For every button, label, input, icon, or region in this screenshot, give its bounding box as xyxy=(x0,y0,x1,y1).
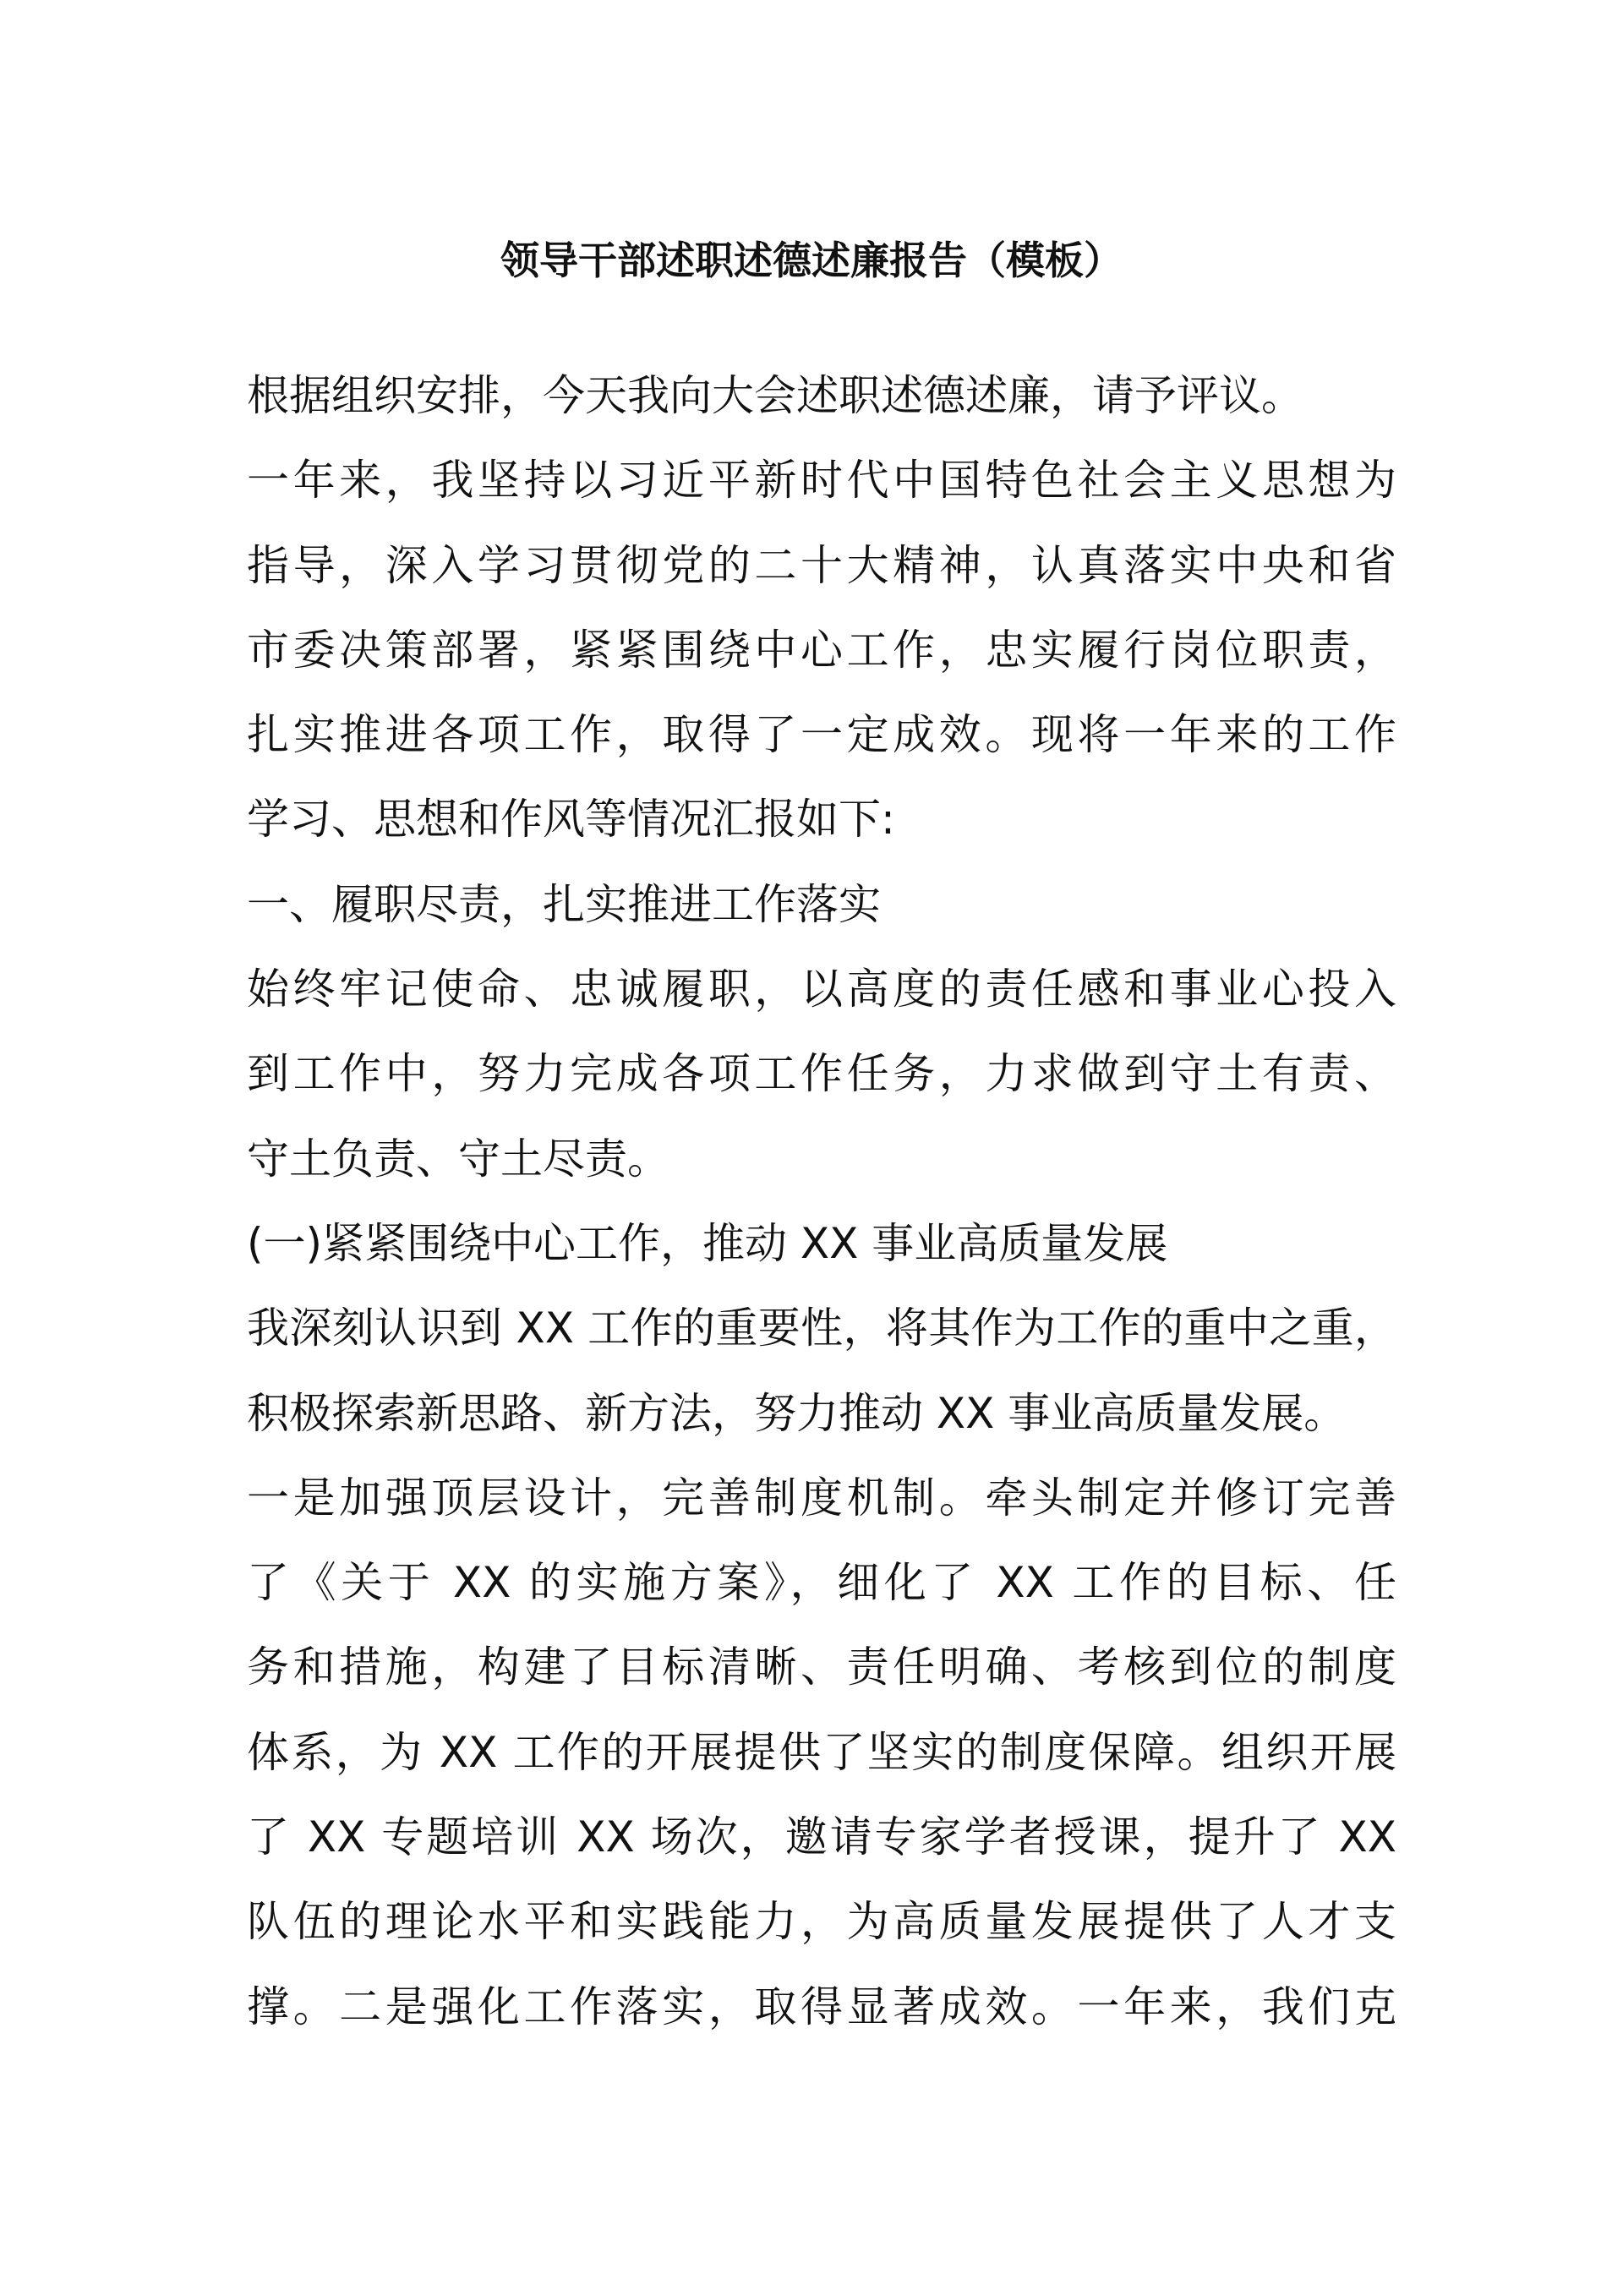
section-heading: 一、履职尽责，扎实推进工作落实 xyxy=(247,879,881,929)
paragraph-line: 积极探索新思路、新方法，努力推动 XX 事业高质量发展。 xyxy=(247,1388,1347,1438)
paragraph-line: 守土负责、守土尽责。 xyxy=(247,1134,669,1184)
paragraph-line: 我深刻认识到 XX 工作的重要性，将其作为工作的重中之重， xyxy=(247,1304,1396,1353)
document-title: 领导干部述职述德述廉报告（模板） xyxy=(500,238,1123,283)
paragraph-line: 撑。二是强化工作落实，取得显著成效。一年来，我们克 xyxy=(247,1982,1396,2031)
subsection-heading: (一)紧紧围绕中心工作，推动 XX 事业高质量发展 xyxy=(247,1218,1168,1268)
paragraph-line: 了《关于 XX 的实施方案》，细化了 XX 工作的目标、任 xyxy=(247,1558,1396,1608)
document-body xyxy=(247,353,1396,2049)
paragraph-line: 指导，深入学习贯彻党的二十大精神，认真落实中央和省 xyxy=(247,540,1396,590)
paragraph-line: 到工作中，努力完成各项工作任务，力求做到守土有责、 xyxy=(247,1049,1396,1099)
paragraph-line: 了 XX 专题培训 XX 场次，邀请专家学者授课，提升了 XX xyxy=(247,1812,1396,1862)
paragraph-line: 市委决策部署，紧紧围绕中心工作，忠实履行岗位职责， xyxy=(247,625,1396,675)
paragraph-line: 一是加强顶层设计，完善制度机制。牵头制定并修订完善 xyxy=(247,1473,1396,1522)
paragraph-line: 队伍的理论水平和实践能力，为高质量发展提供了人才支 xyxy=(247,1897,1396,1947)
paragraph-line: 始终牢记使命、忠诚履职，以高度的责任感和事业心投入 xyxy=(247,965,1396,1014)
paragraph-line: 扎实推进各项工作，取得了一定成效。现将一年来的工作 xyxy=(247,710,1396,760)
paragraph-line: 务和措施，构建了目标清晰、责任明确、考核到位的制度 xyxy=(247,1643,1396,1692)
paragraph-line: 学习、思想和作风等情况汇报如下: xyxy=(247,795,895,845)
paragraph-line: 体系，为 XX 工作的开展提供了坚实的制度保障。组织开展 xyxy=(247,1727,1396,1777)
paragraph-line: 一年来，我坚持以习近平新时代中国特色社会主义思想为 xyxy=(247,456,1396,506)
paragraph-line: 根据组织安排，今天我向大会述职述德述廉，请予评议。 xyxy=(247,371,1303,420)
